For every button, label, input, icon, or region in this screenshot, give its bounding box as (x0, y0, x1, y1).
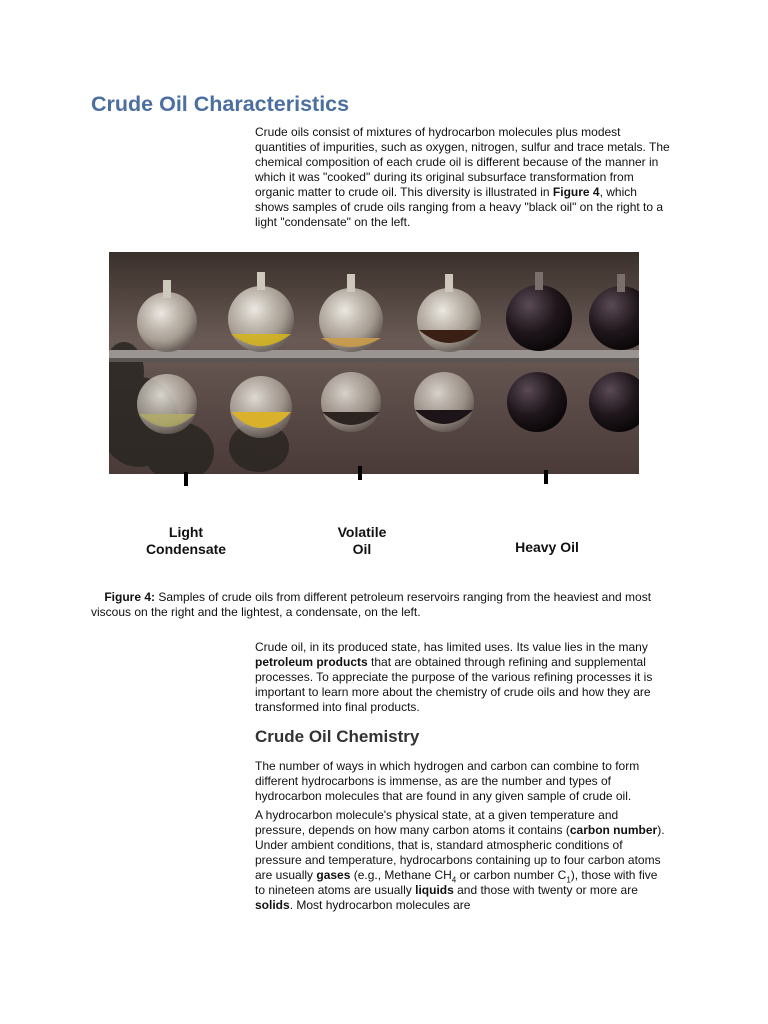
solids-term: solids (255, 898, 290, 912)
label-volatile-line2: Oil (352, 541, 372, 557)
carbon-number-term: carbon number (569, 823, 658, 837)
intro-text-1: Crude oils consist of mixtures of hydrocarbon molecules plus modest quantities of impurities, such as oxygen, nitrogen, sulfur and trace metals. The chemical composition of each crude oil is different because of the manner in which it was "cooked" during its original subsurface transformation from organic matter to crude oil. This diversity is illustrated in (255, 125, 670, 199)
liquids-term: liquids (415, 883, 454, 897)
page-title: Crude Oil Characteristics (91, 92, 350, 116)
ps-text-6: and those with twenty or more are (453, 883, 638, 897)
light-condensate-marker (184, 472, 188, 486)
flask-rack-illustration (109, 252, 639, 474)
caption-text: Samples of crude oils from different petroleum reservoirs ranging from the heaviest and most viscous on the right and the lightest, a condensate, on the left. (91, 590, 652, 619)
products-text-1: Crude oil, in its produced state, has limited uses. Its value lies in the many (255, 640, 648, 654)
products-paragraph (255, 640, 670, 715)
physical-state-paragraph (255, 808, 670, 913)
label-heavy-oil: Heavy Oil (515, 539, 579, 555)
caption-label: Figure 4: (104, 590, 156, 604)
label-light-line1: Light (168, 524, 204, 540)
ps-text-3: (e.g., Methane CH (350, 868, 452, 882)
intro-text-2: , which shows samples of crude oils ranging from a heavy "black oil" on the right to a light "condensate" on the left. (255, 185, 664, 229)
ps-text-2: ). Under ambient conditions, that is, standard atmospheric conditions of pressure and temperature, hydrocarbons containing up to four carbon atoms are usually (255, 823, 665, 882)
products-text-2: that are obtained through refining and supplemental processes. To appreciate the purpose of the various refining processes it is important to learn more about the chemistry of crude oils and how they are transformed into final products. (255, 655, 653, 714)
gases-term: gases (316, 868, 351, 882)
petroleum-products-term: petroleum products (255, 655, 368, 669)
label-light-line2: Condensate (145, 541, 227, 557)
ps-sub-1: 1 (566, 875, 571, 885)
label-volatile-line1: Volatile (337, 524, 387, 540)
heavy-oil-marker (544, 470, 548, 484)
ps-sub-4: 4 (451, 875, 457, 885)
figure-reference: Figure 4 (552, 185, 600, 199)
ps-text-7: . Most hydrocarbon molecules are (289, 898, 471, 912)
volatile-oil-marker (358, 466, 362, 480)
crude-oil-samples-photo (109, 252, 639, 474)
figure-caption (91, 590, 661, 620)
section-heading: Crude Oil Chemistry (255, 727, 420, 746)
label-light-condensate (136, 524, 236, 558)
label-volatile-oil (322, 524, 402, 558)
chemistry-paragraph: The number of ways in which hydrogen and carbon can combine to form different hydrocarbons is immense, as are the number and types of hydrocarbon molecules that are found in any given sample of crude oil. (255, 759, 640, 803)
ps-text-1: A hydrocarbon molecule's physical state, at a given temperature and pressure, depends on how many carbon atoms it contains ( (255, 808, 619, 837)
ps-text-4: or carbon number C (456, 868, 567, 882)
ps-text-5: ), those with five to nineteen atoms are usually (255, 868, 658, 897)
intro-paragraph (255, 125, 670, 230)
